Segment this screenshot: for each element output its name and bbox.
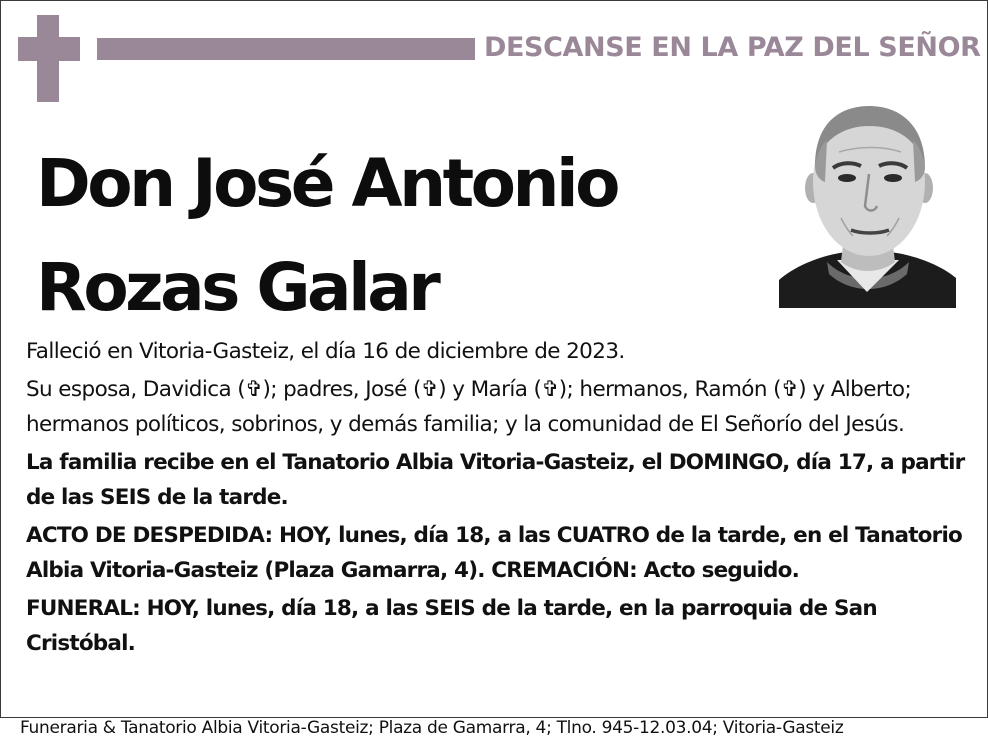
family-list: Su esposa, Davidica (✞); padres, José (✞) y María (✞); hermanos, Ramón (✞) y Alberto; hermanos políticos, sobrinos, y demás familia; y la comunidad de El Señorío del Jesús. [26, 377, 912, 437]
header-divider-bar [97, 38, 475, 60]
farewell-info: ACTO DE DESPEDIDA: HOY, lunes, día 18, a las CUATRO de la tarde, en el Tanatorio Albia Vitoria-Gasteiz (Plaza Gamarra, 4). CREMACIÓN: Acto seguido. [26, 523, 962, 583]
notice-body [26, 334, 966, 664]
deceased-name [36, 132, 756, 340]
wake-info: La familia recibe en el Tanatorio Albia Vitoria-Gasteiz, el DOMINGO, día 17, a partir de las SEIS de la tarde. [26, 450, 965, 510]
funeral-info: FUNERAL: HOY, lunes, día 18, a las SEIS de la tarde, en la parroquia de San Cristóbal. [26, 596, 877, 656]
header-title: DESCANSE EN LA PAZ DEL SEÑOR [484, 32, 981, 63]
deceased-name-line-2: Rozas Galar [36, 249, 438, 326]
portrait-photo-icon [779, 102, 956, 308]
funeral-home-footer: Funeraria & Tanatorio Albia Vitoria-Gasteiz; Plaza de Gamarra, 4; Tlno. 945-12.03.04; Vitoria-Gasteiz [20, 718, 844, 738]
deceased-name-line-1: Don José Antonio [36, 145, 617, 222]
cross-icon-bar [18, 37, 80, 61]
death-statement: Falleció en Vitoria-Gasteiz, el día 16 de diciembre de 2023. [26, 339, 625, 364]
portrait-photo [779, 102, 956, 308]
